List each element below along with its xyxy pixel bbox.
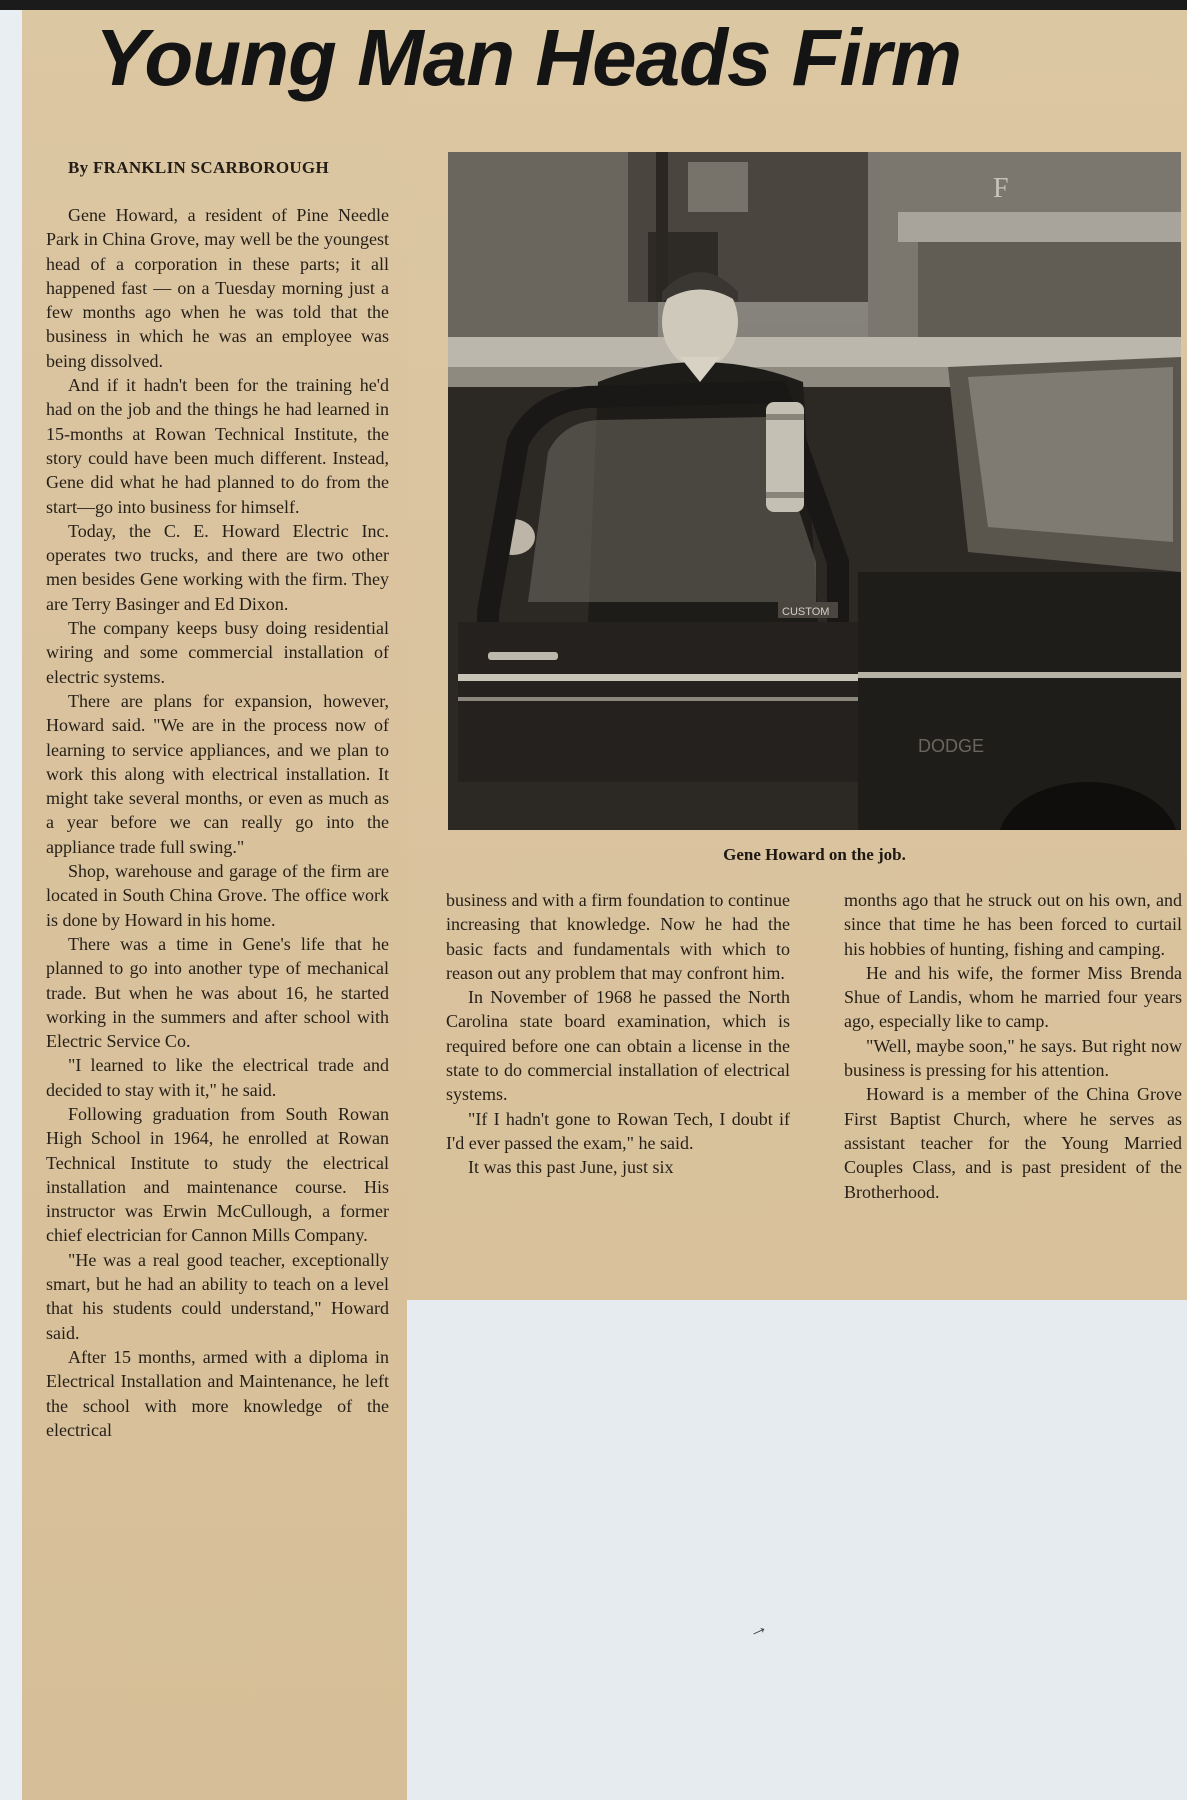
paragraph: "If I hadn't gone to Rowan Tech, I doubt if I'd ever passed the exam," he said. (446, 1108, 790, 1153)
paragraph: business and with a firm foundation to continue increasing that knowledge. Now he had the basic facts and fundamentals with which to reason out any problem that may confront him. (446, 890, 790, 983)
paragraph: It was this past June, just six (468, 1157, 674, 1178)
news-photo (448, 152, 1181, 830)
svg-text:DODGE: DODGE (918, 736, 985, 756)
blank-backing-paper (407, 1300, 1187, 1800)
article-column-2 (446, 888, 790, 1180)
paragraph: Today, the C. E. Howard Electric Inc. operates two trucks, and there are two other men besides Gene working with the firm. They are Terry Basinger and Ed Dixon. (46, 520, 389, 614)
paragraph: There are plans for expansion, however, Howard said. "We are in the process now of learning to service appliances, and we plan to work this along with electrical installation. It might take several months, or even as much as a year before we can really go into the appliance trade full swing." (46, 690, 389, 857)
paragraph: Howard is a member of the China Grove First Baptist Church, where he serves as assistant teacher for the Young Married Couples Class, and is past president of the Brotherhood. (844, 1084, 1182, 1202)
building-letter: F (993, 173, 1009, 204)
paragraph: Following graduation from South Rowan High School in 1964, he enrolled at Rowan Technical Institute to study the electrical installation and maintenance course. His instructor was Erwin McCullough, a former chief electrician for Cannon Mills Company. (46, 1103, 389, 1246)
paragraph: He and his wife, the former Miss Brenda Shue of Landis, whom he married four years ago, especially like to camp. (844, 962, 1182, 1032)
paragraph: Gene Howard, a resident of Pine Needle Park in China Grove, may well be the youngest head of a corporation in these parts; it all happened fast — on a Tuesday morning just a few months ago when he was told that the business in which he was an employee was being dissolved. (46, 205, 389, 371)
paragraph: "I learned to like the electrical trade and decided to stay with it," he said. (46, 1055, 389, 1100)
paragraph: And if it hadn't been for the training he'd had on the job and the things he had learned in 15-months at Rowan Technical Institute, the story could have been much different. Instead, Gene did what he had planned to do from the start—go into business for himself. (46, 375, 389, 517)
paragraph: "Well, maybe soon," he says. But right now business is pressing for his attention. (844, 1035, 1182, 1081)
paragraph: After 15 months, armed with a diploma in Electrical Installation and Maintenance, he left the school with more knowledge of the electrical (46, 1346, 389, 1440)
article-column-3 (844, 888, 1182, 1204)
paragraph: months ago that he struck out on his own, and since that time he has been forced to curtail his hobbies of hunting, fishing and camping. (844, 890, 1182, 959)
paragraph: In November of 1968 he passed the North Carolina state board examination, which is required before one can obtain a license in the state to do commercial installation of electrical systems. (446, 987, 790, 1105)
byline: By FRANKLIN SCARBOROUGH (68, 158, 329, 177)
paragraph: "He was a real good teacher, exceptionally smart, but he had an ability to teach on a level that his students could understand," Howard said. (46, 1249, 389, 1343)
paragraph: Shop, warehouse and garage of the firm are located in South China Grove. The office work is done by Howard in his home. (46, 861, 389, 930)
photo-caption: Gene Howard on the job. (723, 845, 906, 864)
pen-mark-icon: → (744, 1614, 772, 1644)
truck-badge: CUSTOM (782, 606, 830, 618)
headline: Young Man Heads Firm (95, 13, 962, 102)
article-column-1 (46, 203, 389, 1442)
paragraph: There was a time in Gene's life that he planned to go into another type of mechanical trade. But when he was about 16, he started working in the summers and after school with Electric Service Co. (46, 933, 389, 1052)
paragraph: The company keeps busy doing residential wiring and some commercial installation of electric systems. (46, 618, 389, 687)
